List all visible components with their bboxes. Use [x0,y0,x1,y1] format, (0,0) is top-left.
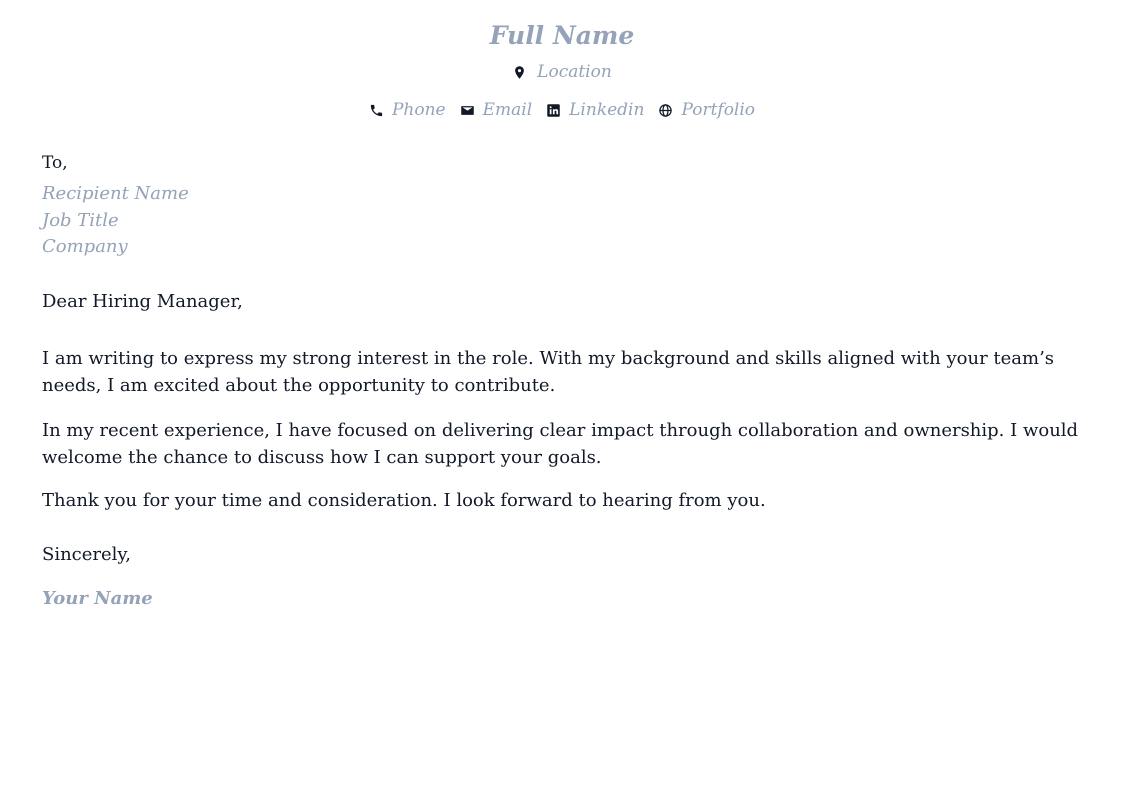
location-row [0,60,1124,84]
phone-icon [369,103,384,118]
linkedin-text: Linkedin [569,100,645,120]
map-pin-icon [512,65,527,80]
full-name[interactable]: Full Name [489,21,635,50]
phone-text: Phone [391,100,446,120]
closing[interactable]: Sincerely, [42,543,131,565]
location-text[interactable]: Location [537,62,612,82]
email-link[interactable] [460,98,533,122]
salutation[interactable]: Dear Hiring Manager, [42,290,243,312]
body-paragraph-1[interactable]: I am writing to express my strong interest in the role. With my background and skills aligned with your team’s needs, I am excited about the opportunity to contribute. [42,347,1055,396]
phone-link[interactable] [369,98,446,122]
body-paragraph-2[interactable]: In my recent experience, I have focused on delivering clear impact through collaboration and ownership. I would welcome the chance to discuss how I can support your goals. [42,419,1079,468]
letter-body [42,150,1082,612]
globe-icon [658,103,673,118]
email-text: Email [482,100,533,120]
recipient-name[interactable]: Recipient Name [42,183,189,204]
signature-name[interactable]: Your Name [42,587,153,609]
linkedin-link[interactable] [546,98,644,122]
recipient-job-title[interactable]: Job Title [42,209,119,231]
portfolio-link[interactable] [658,98,755,122]
linkedin-icon [546,103,561,118]
body-paragraph-3[interactable]: Thank you for your time and consideration. I look forward to hearing from you. [42,489,766,511]
portfolio-text: Portfolio [681,100,756,120]
recipient-company[interactable]: Company [42,236,128,257]
contact-row [0,98,1124,122]
recipient-block [42,181,1082,261]
to-label: To, [42,153,68,173]
envelope-icon [460,103,475,118]
